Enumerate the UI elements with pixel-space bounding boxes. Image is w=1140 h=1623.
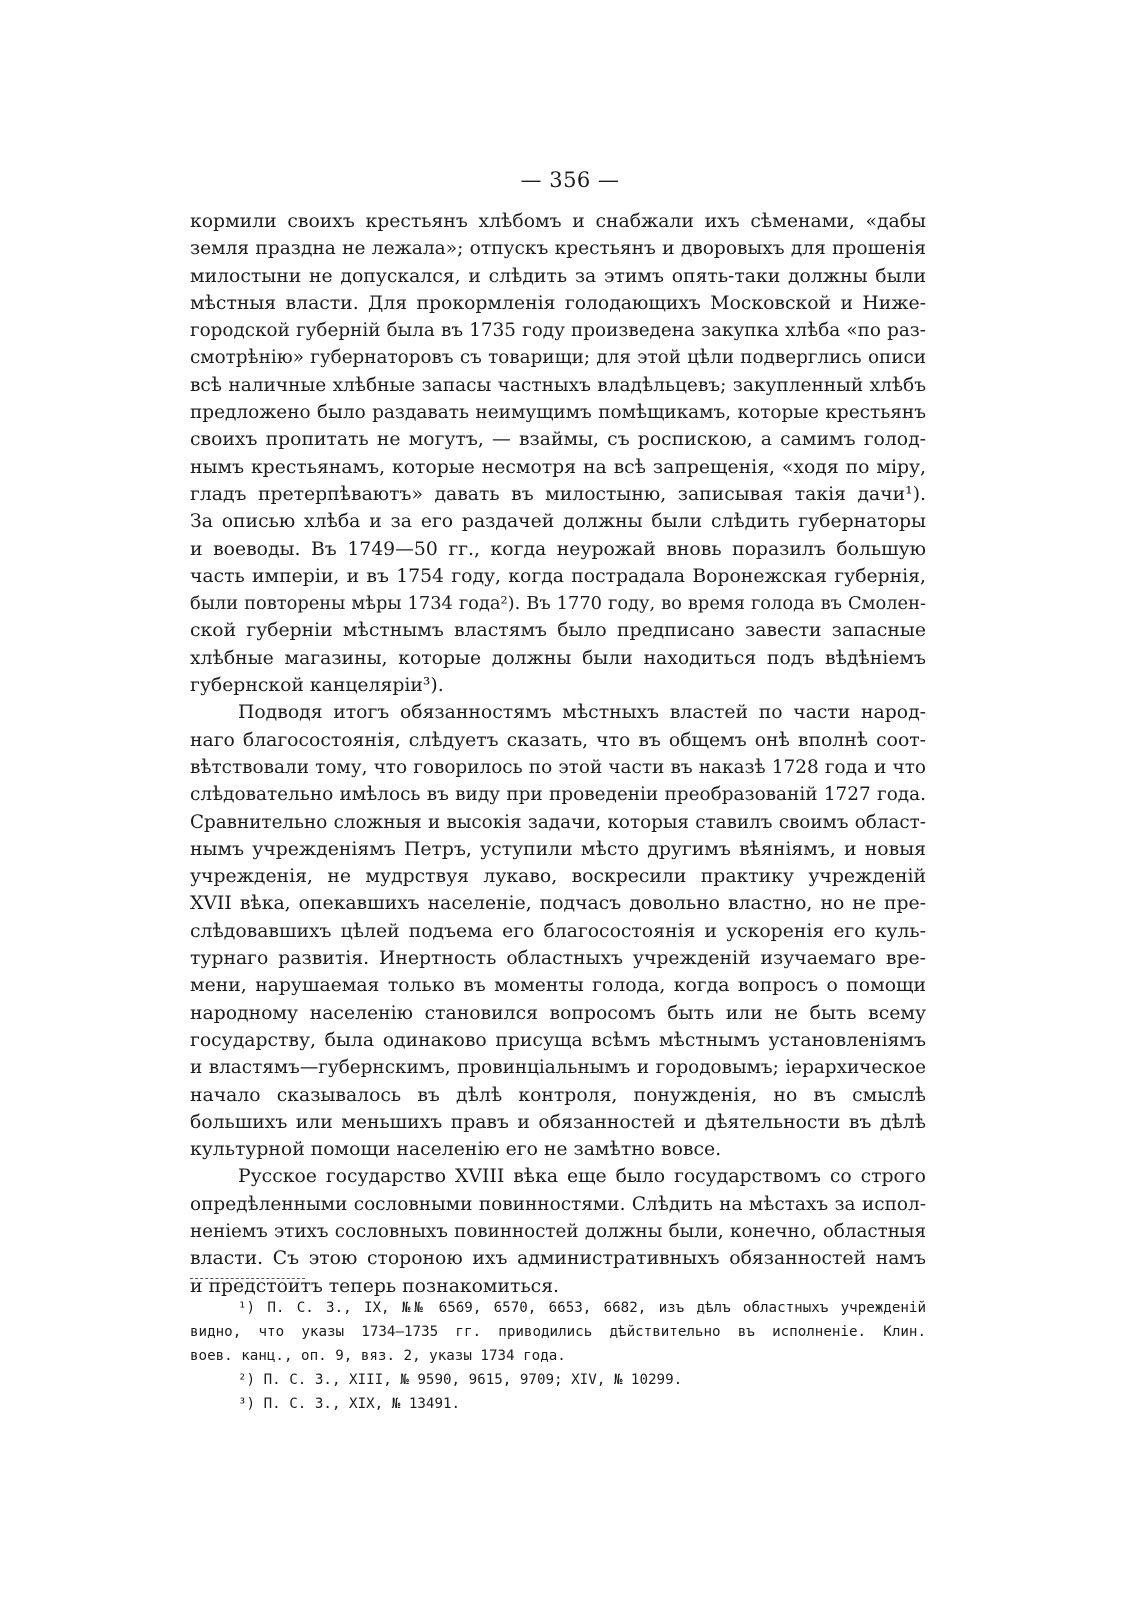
text-line: городской губерній была въ 1735 году произведена закупка хлѣба «по раз- [190, 320, 926, 342]
text-line: турнаго развитія. Инертность областныхъ учрежденій изучаемаго вре- [190, 948, 926, 970]
text-line: часть имперіи, и въ 1754 году, когда пострадала Воронежская губернія, [190, 565, 926, 587]
text-line: предложено было раздавать неимущимъ помѣщикамъ, которые крестьянъ [190, 402, 926, 424]
text-line: ской губерніи мѣстнымъ властямъ было предписано завести запасные [190, 620, 926, 642]
text-line: хлѣбные магазины, которые должны были находиться подъ вѣдѣніемъ [190, 647, 926, 669]
text-line: Русское государство XVIII вѣка еще было государствомъ со строго [238, 1166, 926, 1188]
text-line: и воеводы. Въ 1749—50 гг., когда неурожай вновь поразилъ большую [190, 538, 926, 560]
footnote-line: ¹) П. С. З., IX, №№ 6569, 6570, 6653, 6682, изъ дѣлъ областныхъ учрежденій [238, 1300, 926, 1316]
text-line: были повторены мѣры 1734 года²). Въ 1770 году, во время голода въ Смолен- [190, 593, 926, 615]
text-line: гладъ претерпѣваютъ» давать въ милостыню, записывая такія дачи¹). [190, 483, 926, 505]
text-line: Сравнительно сложныя и высокія задачи, которыя ставилъ своимъ област- [190, 811, 926, 833]
footnote-line: ²) П. С. З., XIII, № 9590, 9615, 9709; XIV, № 10299. [238, 1372, 683, 1388]
text-line: своихъ пропитать не могутъ, — взаймы, съ роспискою, а самимъ голод- [190, 429, 926, 451]
text-line: вѣтствовали тому, что говорилось по этой части въ наказѣ 1728 года и что [190, 756, 926, 778]
text-line: нымъ учрежденіямъ Петръ, уступили мѣсто другимъ вѣяніямъ, и новыя [190, 838, 926, 860]
text-line: слѣдовавшихъ цѣлей подъема его благосостоянія и ускоренія его куль- [190, 920, 926, 942]
paragraph-2 [190, 699, 926, 1163]
text-line: губернской канцеляріи³). [190, 675, 444, 697]
paragraph-3 [190, 1163, 926, 1299]
paragraph-1 [190, 208, 926, 699]
text-line: культурной помощи населенію его не замѣтно вовсе. [190, 1139, 722, 1161]
text-line: За описью хлѣба и за его раздачей должны были слѣдить губернаторы [190, 511, 926, 533]
text-line: мѣстныя власти. Для прокормленія голодающихъ Московской и Ниже- [190, 292, 926, 314]
text-line: опредѣленными сословными повинностями. Слѣдить на мѣстахъ за испол- [190, 1193, 926, 1215]
text-line: всѣ наличные хлѣбные запасы частныхъ владѣльцевъ; закупленный хлѣбъ [190, 374, 926, 396]
footnote-divider [190, 1278, 305, 1279]
text-line: Подводя итогъ обязанностямъ мѣстныхъ властей по части народ- [238, 702, 926, 724]
footnote-line: воев. канц., оп. 9, вяз. 2, указы 1734 года. [190, 1348, 566, 1364]
footnote-line: ³) П. С. З., XIX, № 13491. [238, 1396, 461, 1412]
text-line: кормили своихъ крестьянъ хлѣбомъ и снабжали ихъ сѣменами, «дабы [190, 211, 926, 232]
text-line: и властямъ—губернскимъ, провинціальнымъ и городовымъ; іерархическое [190, 1057, 926, 1079]
page-number: — 356 — [520, 168, 620, 192]
text-line: нымъ крестьянамъ, которые несмотря на всѣ запрещенія, «ходя по міру, [190, 456, 926, 478]
text-line: власти. Съ этою стороною ихъ административныхъ обязанностей намъ [190, 1248, 926, 1270]
text-line: неніемъ этихъ сословныхъ повинностей должны были, конечно, областныя [190, 1220, 926, 1242]
text-line: XVII вѣка, опекавшихъ населеніе, подчасъ довольно властно, но не пре- [190, 893, 926, 915]
text-line: слѣдовательно имѣлось въ виду при проведеніи преобразованій 1727 года. [190, 784, 926, 806]
text-line: смотрѣнію» губернаторовъ съ товарищи; для этой цѣли подверглись описи [190, 347, 926, 369]
text-line: и предстоитъ теперь познакомиться. [190, 1275, 560, 1297]
footnote-line: видно, что указы 1734—1735 гг. приводились дѣйствительно въ исполненіе. Клин. [190, 1324, 926, 1340]
main-text [190, 208, 926, 1300]
text-line: наго благосостоянія, слѣдуетъ сказать, что въ общемъ онѣ вполнѣ соот- [190, 729, 926, 751]
text-line: милостыни не допускался, и слѣдить за этимъ опять-таки должны были [190, 265, 926, 287]
text-line: государству, была одинаково присуща всѣмъ мѣстнымъ установленіямъ [190, 1029, 926, 1051]
text-line: большихъ или меньшихъ правъ и обязанностей и дѣятельности въ дѣлѣ [190, 1111, 926, 1133]
footnotes [190, 1296, 926, 1416]
text-line: начало сказывалось въ дѣлѣ контроля, понужденія, но въ смыслѣ [190, 1084, 926, 1106]
text-line: земля праздна не лежала»; отпускъ крестьянъ и дворовыхъ для прошенія [190, 238, 926, 260]
text-line: народному населенію становился вопросомъ быть или не быть всему [190, 1002, 926, 1024]
text-line: учрежденія, не мудрствуя лукаво, воскресили практику учрежденій [190, 866, 926, 888]
text-line: мени, нарушаемая только въ моменты голода, когда вопросъ о помощи [190, 975, 926, 997]
